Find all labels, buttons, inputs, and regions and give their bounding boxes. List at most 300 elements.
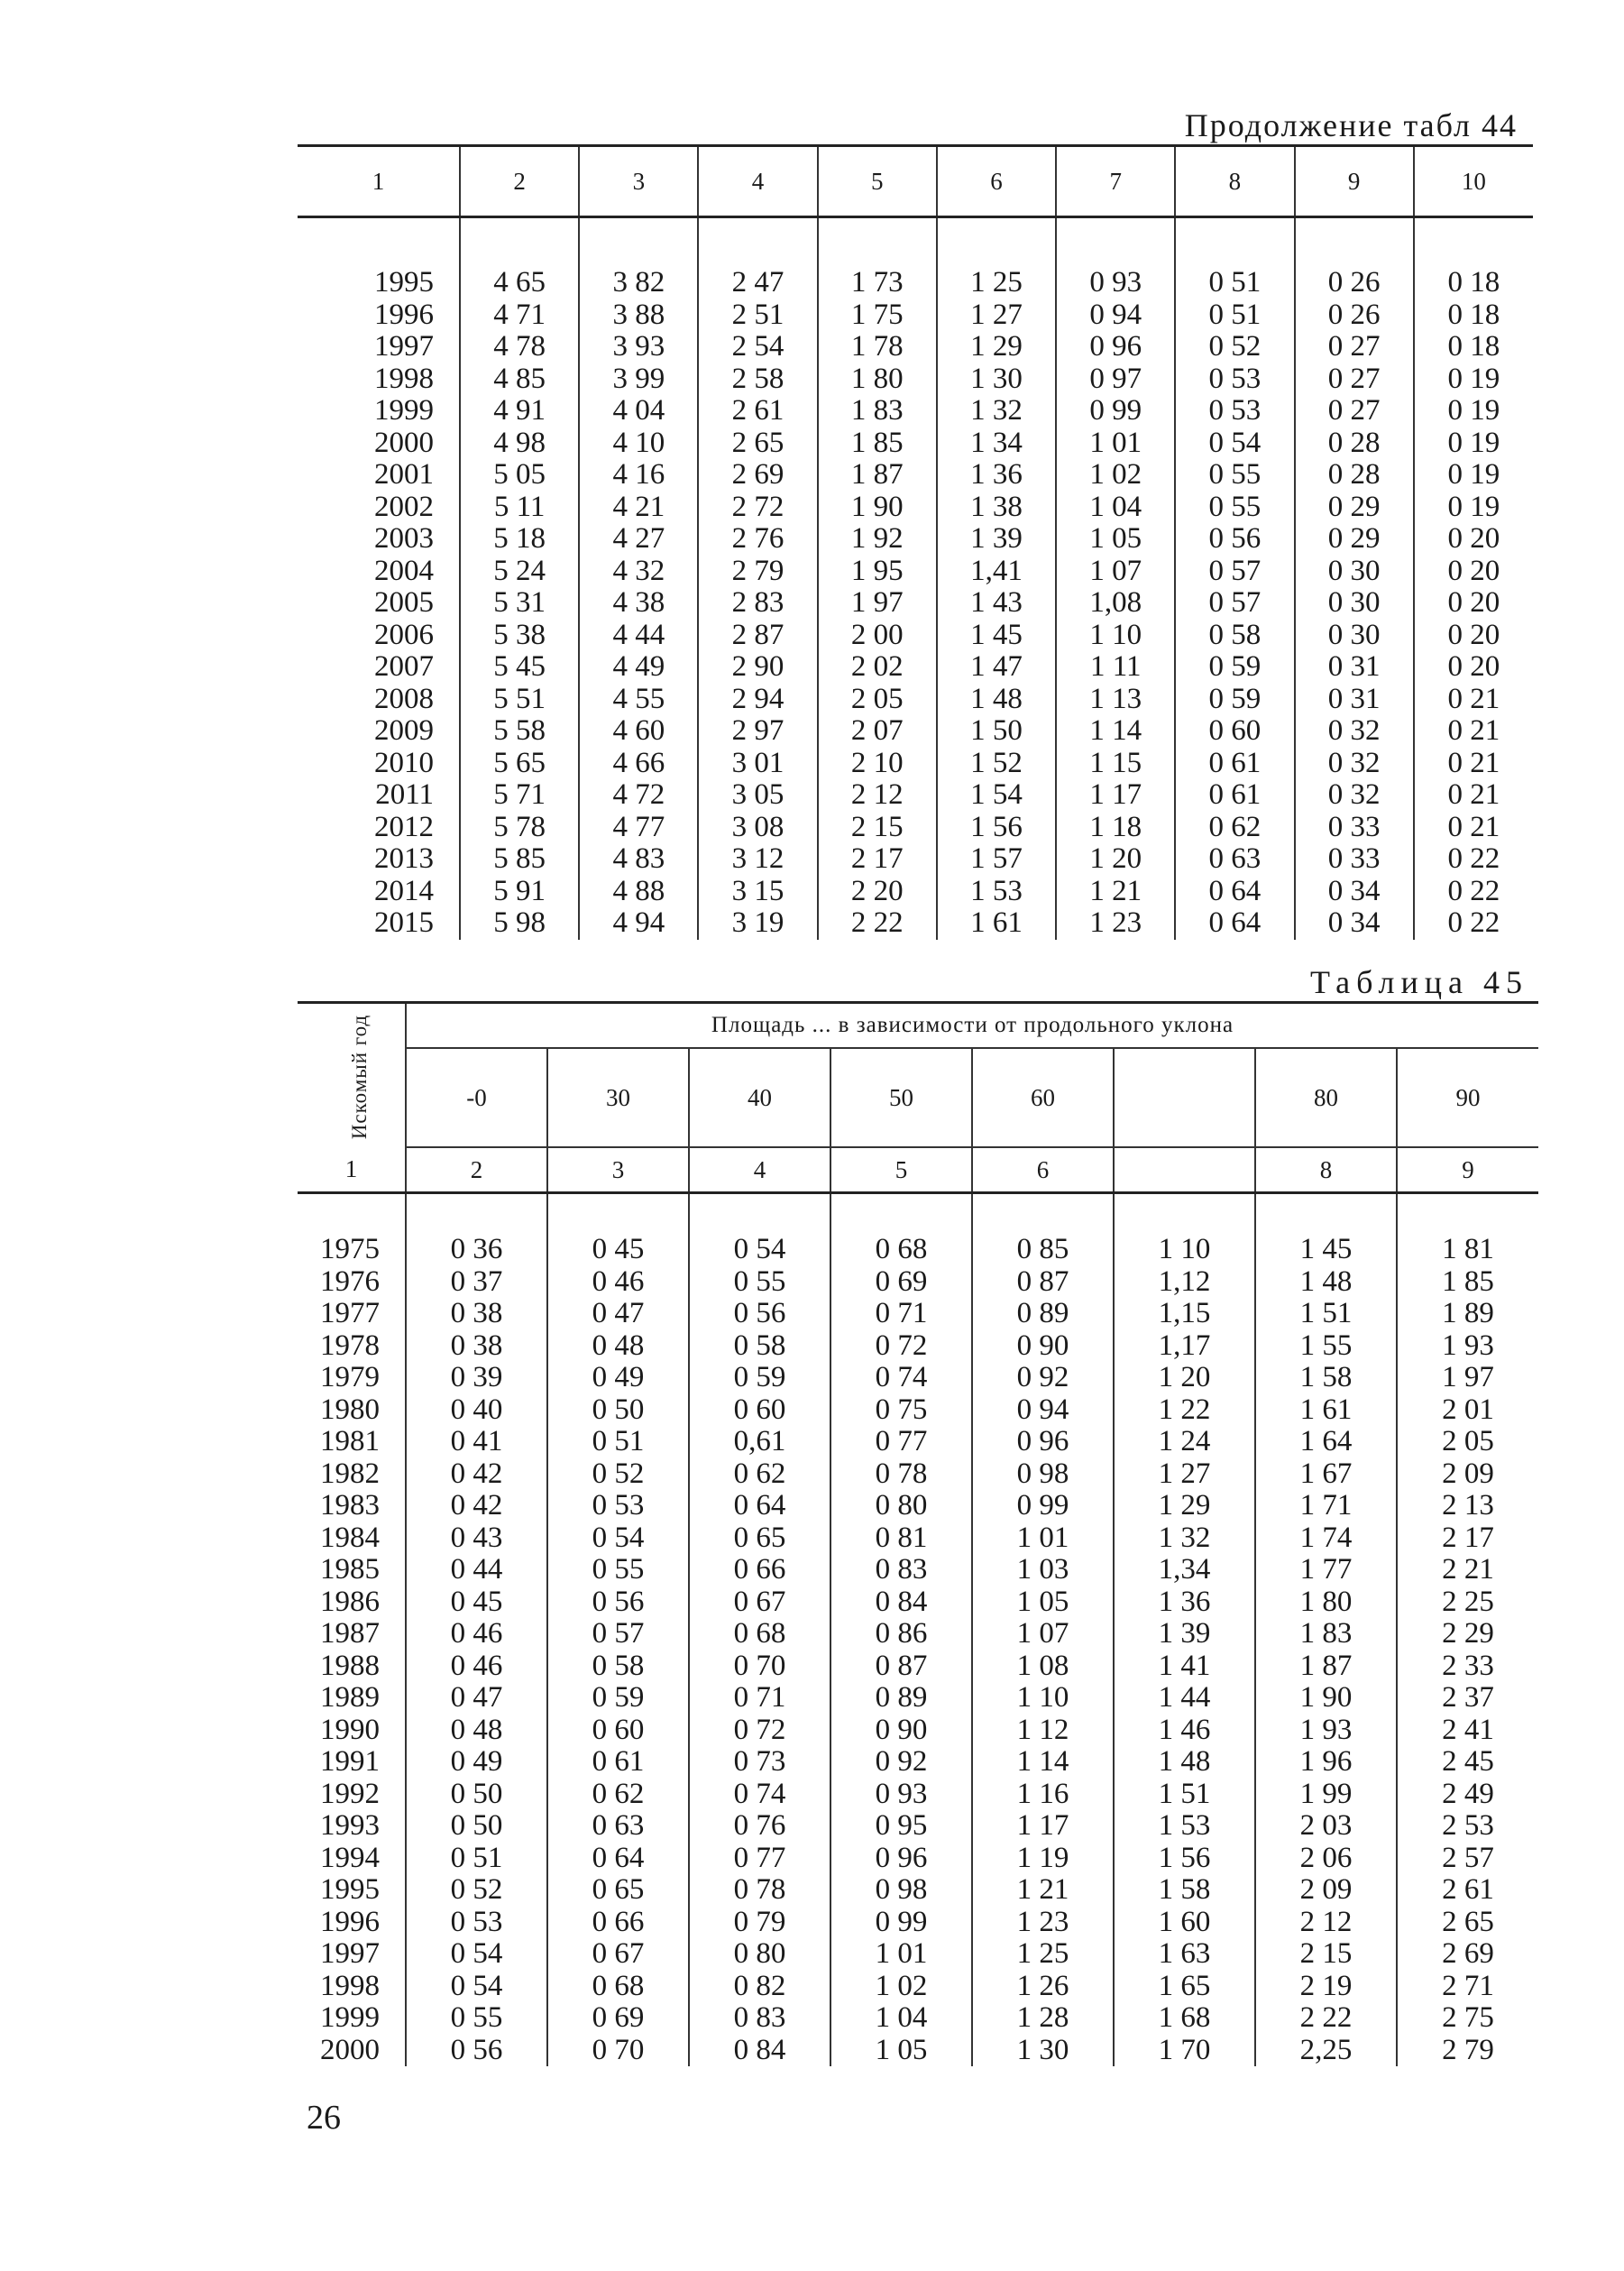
span-header: Площадь ... в зависимости от продольного уклона [406, 1003, 1538, 1049]
table-row [298, 1394, 1538, 1427]
value-cell: 1 50 [937, 715, 1056, 748]
value-cell: 0 62 [1175, 812, 1294, 844]
value-cell: 0 74 [689, 1779, 830, 1811]
value-cell: 1 48 [1255, 1266, 1397, 1299]
value-cell: 0 58 [689, 1330, 830, 1363]
value-cell: 1 97 [818, 587, 937, 620]
table-45-header [298, 1003, 1538, 1193]
year-cell: 1977 [320, 1297, 380, 1329]
value-cell: 4 60 [579, 715, 698, 748]
value-cell: 0 31 [1295, 651, 1414, 684]
value-cell: 1 96 [1255, 1746, 1397, 1779]
value-cell: 4 10 [579, 428, 698, 460]
value-cell: 1 89 [1397, 1298, 1538, 1330]
value-cell: 1 47 [937, 651, 1056, 684]
value-cell: 1 87 [818, 459, 937, 492]
value-cell: 0 20 [1414, 556, 1533, 588]
value-cell: 0 22 [1414, 876, 1533, 908]
value-cell: 2 05 [818, 684, 937, 716]
value-cell: 1 57 [937, 843, 1056, 876]
value-cell: 2 65 [698, 428, 817, 460]
value-cell: 1 27 [1114, 1458, 1255, 1491]
table-row [298, 1298, 1538, 1330]
value-cell: 2 94 [698, 684, 817, 716]
value-cell: 0 27 [1295, 395, 1414, 428]
table-row [298, 1586, 1538, 1619]
table-44-body [298, 217, 1533, 940]
value-cell: 0 77 [689, 1843, 830, 1875]
value-cell: 0 30 [1295, 620, 1414, 652]
value-cell: 2 58 [698, 363, 817, 396]
value-cell: 4 78 [460, 331, 579, 363]
value-cell: 4 98 [460, 428, 579, 460]
value-cell: 2 65 [1397, 1907, 1538, 1939]
table-45-body [298, 1193, 1538, 2067]
value-cell: 0 60 [547, 1715, 689, 1747]
table-row [298, 523, 1533, 556]
table-row [298, 1938, 1538, 1971]
value-cell: 2 22 [818, 907, 937, 940]
value-cell: 1 41 [1114, 1650, 1255, 1683]
value-cell: 0 60 [689, 1394, 830, 1427]
value-cell: 1 21 [1056, 876, 1175, 908]
value-cell: 2 05 [1397, 1426, 1538, 1458]
value-cell: 1 70 [1114, 2035, 1255, 2067]
value-cell: 0 72 [830, 1330, 972, 1363]
value-cell: 1 30 [937, 363, 1056, 396]
value-cell: 1 08 [972, 1650, 1114, 1683]
value-cell: 0 76 [689, 1810, 830, 1843]
value-cell: 4 77 [579, 812, 698, 844]
table-44 [298, 144, 1533, 940]
value-cell: 1 24 [1114, 1426, 1255, 1458]
value-cell: 0 87 [830, 1650, 972, 1683]
value-cell: 0 48 [547, 1330, 689, 1363]
value-cell: 2 72 [698, 492, 817, 524]
value-cell: 1 11 [1056, 651, 1175, 684]
value-cell: 0 68 [689, 1618, 830, 1650]
value-cell: 0 54 [689, 1193, 830, 1266]
value-cell: 1 90 [818, 492, 937, 524]
value-cell: 0 62 [547, 1779, 689, 1811]
value-cell: 4 85 [460, 363, 579, 396]
value-cell: 0 78 [830, 1458, 972, 1491]
year-cell: 2008 [374, 682, 434, 715]
value-cell: 0 55 [689, 1266, 830, 1299]
value-cell: 0 20 [1414, 651, 1533, 684]
table-row [298, 331, 1533, 363]
value-cell: 0 55 [547, 1554, 689, 1586]
value-cell: 3 12 [698, 843, 817, 876]
value-cell: 0 30 [1295, 556, 1414, 588]
value-cell: 1 12 [972, 1715, 1114, 1747]
value-cell: 0 37 [406, 1266, 547, 1299]
value-cell: 3 19 [698, 907, 817, 940]
value-cell: 0 70 [547, 2035, 689, 2067]
value-cell: 0 46 [406, 1618, 547, 1650]
value-cell: 1 78 [818, 331, 937, 363]
value-cell: 2 09 [1255, 1874, 1397, 1907]
column-number: 4 [689, 1147, 830, 1193]
value-cell: 1 36 [1114, 1586, 1255, 1619]
column-number: 6 [937, 146, 1056, 217]
value-cell: 0 26 [1295, 299, 1414, 332]
value-cell: 1 74 [1255, 1522, 1397, 1555]
value-cell: 2 07 [818, 715, 937, 748]
table-row [298, 395, 1533, 428]
table-row [298, 1522, 1538, 1555]
table-row [298, 363, 1533, 396]
value-cell: 0 83 [830, 1554, 972, 1586]
value-cell: 0 72 [689, 1715, 830, 1747]
value-cell: 2 06 [1255, 1843, 1397, 1875]
angle-column-header: 80 [1255, 1048, 1397, 1147]
value-cell: 5 18 [460, 523, 579, 556]
value-cell: 1 29 [937, 331, 1056, 363]
value-cell: 1 16 [972, 1779, 1114, 1811]
table-row [298, 1193, 1538, 1266]
value-cell: 4 44 [579, 620, 698, 652]
value-cell: 0 98 [830, 1874, 972, 1907]
value-cell: 0 61 [1175, 748, 1294, 780]
value-cell: 0 40 [406, 1394, 547, 1427]
value-cell: 0 50 [547, 1394, 689, 1427]
value-cell: 1 81 [1397, 1193, 1538, 1266]
table-row [298, 1330, 1538, 1363]
value-cell: 0 43 [406, 1522, 547, 1555]
table-row [298, 748, 1533, 780]
value-cell: 0 21 [1414, 684, 1533, 716]
value-cell: 0 58 [1175, 620, 1294, 652]
value-cell: 4 04 [579, 395, 698, 428]
value-cell: 1 63 [1114, 1938, 1255, 1971]
value-cell: 0,61 [689, 1426, 830, 1458]
year-cell: 1996 [320, 1905, 380, 1938]
value-cell: 0 18 [1414, 299, 1533, 332]
value-cell: 2 45 [1397, 1746, 1538, 1779]
value-cell: 4 27 [579, 523, 698, 556]
value-cell: 0 42 [406, 1458, 547, 1491]
value-cell: 4 83 [579, 843, 698, 876]
value-cell: 0 96 [1056, 331, 1175, 363]
year-cell: 1997 [374, 330, 434, 363]
value-cell: 0 99 [830, 1907, 972, 1939]
value-cell: 0 52 [1175, 331, 1294, 363]
value-cell: 0 47 [406, 1682, 547, 1715]
value-cell: 2 41 [1397, 1715, 1538, 1747]
year-cell: 1987 [320, 1617, 380, 1650]
value-cell: 0 33 [1295, 843, 1414, 876]
value-cell: 0 61 [547, 1746, 689, 1779]
value-cell: 1 05 [972, 1586, 1114, 1619]
year-cell: 1980 [320, 1393, 380, 1426]
stub-header [298, 1003, 406, 1148]
value-cell: 0 50 [406, 1779, 547, 1811]
year-cell: 1993 [320, 1809, 380, 1842]
value-cell: 1 21 [972, 1874, 1114, 1907]
value-cell: 1 07 [972, 1618, 1114, 1650]
value-cell: 0 18 [1414, 331, 1533, 363]
value-cell: 0 55 [1175, 492, 1294, 524]
table-row [298, 812, 1533, 844]
value-cell: 2 51 [698, 299, 817, 332]
value-cell: 1 23 [1056, 907, 1175, 940]
value-cell: 0 81 [830, 1522, 972, 1555]
table-44-header [298, 146, 1533, 217]
value-cell: 0 63 [1175, 843, 1294, 876]
value-cell: 1 32 [937, 395, 1056, 428]
value-cell: 4 32 [579, 556, 698, 588]
value-cell: 0 56 [1175, 523, 1294, 556]
value-cell: 0 28 [1295, 428, 1414, 460]
value-cell: 1 01 [972, 1522, 1114, 1555]
value-cell: 0 62 [689, 1458, 830, 1491]
value-cell: 0 84 [830, 1586, 972, 1619]
value-cell: 1 01 [830, 1938, 972, 1971]
value-cell: 2 97 [698, 715, 817, 748]
value-cell: 0 32 [1295, 715, 1414, 748]
value-cell: 2 20 [818, 876, 937, 908]
year-cell: 1988 [320, 1649, 380, 1682]
value-cell: 5 11 [460, 492, 579, 524]
value-cell: 2 12 [1255, 1907, 1397, 1939]
value-cell: 1 55 [1255, 1330, 1397, 1363]
value-cell: 1 44 [1114, 1682, 1255, 1715]
value-cell: 1 07 [1056, 556, 1175, 588]
value-cell: 2 76 [698, 523, 817, 556]
table-row [298, 1907, 1538, 1939]
value-cell: 2 69 [1397, 1938, 1538, 1971]
value-cell: 0 93 [1056, 217, 1175, 299]
table-row [298, 492, 1533, 524]
value-cell: 5 31 [460, 587, 579, 620]
value-cell: 1 60 [1114, 1907, 1255, 1939]
value-cell: 0 89 [972, 1298, 1114, 1330]
value-cell: 1 67 [1255, 1458, 1397, 1491]
value-cell: 0 56 [406, 2035, 547, 2067]
value-cell: 0 71 [830, 1298, 972, 1330]
value-cell: 0 27 [1295, 363, 1414, 396]
value-cell: 1,12 [1114, 1266, 1255, 1299]
value-cell: 2 15 [818, 812, 937, 844]
value-cell: 0 99 [972, 1490, 1114, 1522]
value-cell: 0 32 [1295, 748, 1414, 780]
value-cell: 0 21 [1414, 748, 1533, 780]
value-cell: 1 80 [1255, 1586, 1397, 1619]
value-cell: 0 46 [547, 1266, 689, 1299]
year-cell: 1981 [320, 1425, 380, 1457]
table-row [298, 1362, 1538, 1394]
value-cell: 0 99 [1056, 395, 1175, 428]
value-cell: 2 17 [1397, 1522, 1538, 1555]
year-cell: 1992 [320, 1777, 380, 1810]
table-row [298, 1618, 1538, 1650]
value-cell: 2 15 [1255, 1938, 1397, 1971]
value-cell: 0 22 [1414, 843, 1533, 876]
value-cell: 0 68 [547, 1971, 689, 2003]
value-cell: 0 64 [689, 1490, 830, 1522]
value-cell: 0 90 [830, 1715, 972, 1747]
value-cell: 2 02 [818, 651, 937, 684]
value-cell: 0 49 [547, 1362, 689, 1394]
value-cell: 4 88 [579, 876, 698, 908]
table-row [298, 1266, 1538, 1299]
value-cell: 0 19 [1414, 492, 1533, 524]
value-cell: 3 82 [579, 217, 698, 299]
value-cell: 0 51 [406, 1843, 547, 1875]
year-cell: 2005 [374, 586, 434, 619]
value-cell: 0 51 [547, 1426, 689, 1458]
value-cell: 2 71 [1397, 1971, 1538, 2003]
value-cell: 5 38 [460, 620, 579, 652]
value-cell: 0 59 [689, 1362, 830, 1394]
value-cell: 1 56 [937, 812, 1056, 844]
value-cell: 0 34 [1295, 876, 1414, 908]
value-cell: 0 52 [406, 1874, 547, 1907]
stub-header-text: Искомый год [348, 1014, 372, 1140]
value-cell: 3 99 [579, 363, 698, 396]
value-cell: 0 83 [689, 2002, 830, 2035]
value-cell: 2 10 [818, 748, 937, 780]
value-cell: 1 85 [1397, 1266, 1538, 1299]
value-cell: 1 43 [937, 587, 1056, 620]
year-cell: 1995 [320, 1873, 380, 1906]
year-cell: 1991 [320, 1745, 380, 1778]
value-cell: 0 28 [1295, 459, 1414, 492]
value-cell: 0 38 [406, 1298, 547, 1330]
value-cell: 2 12 [818, 779, 937, 812]
value-cell: 0 39 [406, 1362, 547, 1394]
value-cell: 1 95 [818, 556, 937, 588]
value-cell: 0 27 [1295, 331, 1414, 363]
value-cell: 0 55 [1175, 459, 1294, 492]
value-cell: 3 05 [698, 779, 817, 812]
table-row [298, 1843, 1538, 1875]
table-row [298, 1779, 1538, 1811]
column-number: 2 [406, 1147, 547, 1193]
value-cell: 1 61 [937, 907, 1056, 940]
value-cell: 4 66 [579, 748, 698, 780]
year-cell: 1984 [320, 1521, 380, 1554]
value-cell: 0 26 [1295, 217, 1414, 299]
year-cell: 2015 [374, 906, 434, 939]
value-cell: 2,25 [1255, 2035, 1397, 2067]
value-cell: 5 45 [460, 651, 579, 684]
value-cell: 2 03 [1255, 1810, 1397, 1843]
value-cell: 1 20 [1056, 843, 1175, 876]
value-cell: 1 83 [1255, 1618, 1397, 1650]
value-cell: 0 31 [1295, 684, 1414, 716]
value-cell: 1 68 [1114, 2002, 1255, 2035]
table-row [298, 1490, 1538, 1522]
value-cell: 1 19 [972, 1843, 1114, 1875]
value-cell: 0 71 [689, 1682, 830, 1715]
angle-column-header: 90 [1397, 1048, 1538, 1147]
value-cell: 0 21 [1414, 715, 1533, 748]
value-cell: 0 61 [1175, 779, 1294, 812]
column-number: 4 [698, 146, 817, 217]
value-cell: 0 98 [972, 1458, 1114, 1491]
value-cell: 5 85 [460, 843, 579, 876]
value-cell: 5 05 [460, 459, 579, 492]
table-row [298, 715, 1533, 748]
value-cell: 0 36 [406, 1193, 547, 1266]
value-cell: 0 67 [689, 1586, 830, 1619]
year-cell: 1983 [320, 1489, 380, 1522]
value-cell: 5 58 [460, 715, 579, 748]
table-row [298, 217, 1533, 299]
value-cell: 1 20 [1114, 1362, 1255, 1394]
value-cell: 0 69 [547, 2002, 689, 2035]
table-row [298, 1554, 1538, 1586]
year-cell: 2001 [374, 458, 434, 491]
value-cell: 0 64 [547, 1843, 689, 1875]
value-cell: 2 29 [1397, 1618, 1538, 1650]
year-cell: 2013 [374, 842, 434, 875]
value-cell: 1 52 [937, 748, 1056, 780]
table-row [298, 1746, 1538, 1779]
table-row [298, 1971, 1538, 2003]
value-cell: 1 58 [1255, 1362, 1397, 1394]
value-cell: 0 85 [972, 1193, 1114, 1266]
value-cell: 3 88 [579, 299, 698, 332]
table-row [298, 587, 1533, 620]
value-cell: 1 27 [937, 299, 1056, 332]
value-cell: 1 87 [1255, 1650, 1397, 1683]
value-cell: 1 28 [972, 2002, 1114, 2035]
value-cell: 0 42 [406, 1490, 547, 1522]
table-row [298, 1458, 1538, 1491]
column-number: 10 [1414, 146, 1533, 217]
value-cell: 5 78 [460, 812, 579, 844]
year-cell: 1994 [320, 1841, 380, 1874]
value-cell: 0 64 [1175, 907, 1294, 940]
year-cell: 1985 [320, 1553, 380, 1586]
year-cell: 2010 [374, 746, 434, 779]
angle-column-header [1114, 1048, 1255, 1147]
value-cell: 1,15 [1114, 1298, 1255, 1330]
value-cell: 0 56 [689, 1298, 830, 1330]
value-cell: 0 52 [547, 1458, 689, 1491]
value-cell: 0 48 [406, 1715, 547, 1747]
table-row [298, 1874, 1538, 1907]
value-cell: 0 50 [406, 1810, 547, 1843]
value-cell: 5 71 [460, 779, 579, 812]
value-cell: 0 29 [1295, 523, 1414, 556]
value-cell: 0 79 [689, 1907, 830, 1939]
year-cell: 2011 [375, 778, 434, 811]
value-cell: 2 37 [1397, 1682, 1538, 1715]
value-cell: 0 19 [1414, 459, 1533, 492]
value-cell: 0 77 [830, 1426, 972, 1458]
table-row [298, 1682, 1538, 1715]
value-cell: 2 90 [698, 651, 817, 684]
table-row [298, 907, 1533, 940]
table-45 [298, 1001, 1538, 2066]
value-cell: 0 46 [406, 1650, 547, 1683]
value-cell: 4 71 [460, 299, 579, 332]
value-cell: 0 38 [406, 1330, 547, 1363]
value-cell: 1 56 [1114, 1843, 1255, 1875]
value-cell: 0 75 [830, 1394, 972, 1427]
value-cell: 2 61 [698, 395, 817, 428]
value-cell: 1 45 [1255, 1193, 1397, 1266]
value-cell: 0 34 [1295, 907, 1414, 940]
value-cell: 4 49 [579, 651, 698, 684]
value-cell: 1 65 [1114, 1971, 1255, 2003]
value-cell: 0 51 [1175, 299, 1294, 332]
year-cell: 2002 [374, 490, 434, 523]
